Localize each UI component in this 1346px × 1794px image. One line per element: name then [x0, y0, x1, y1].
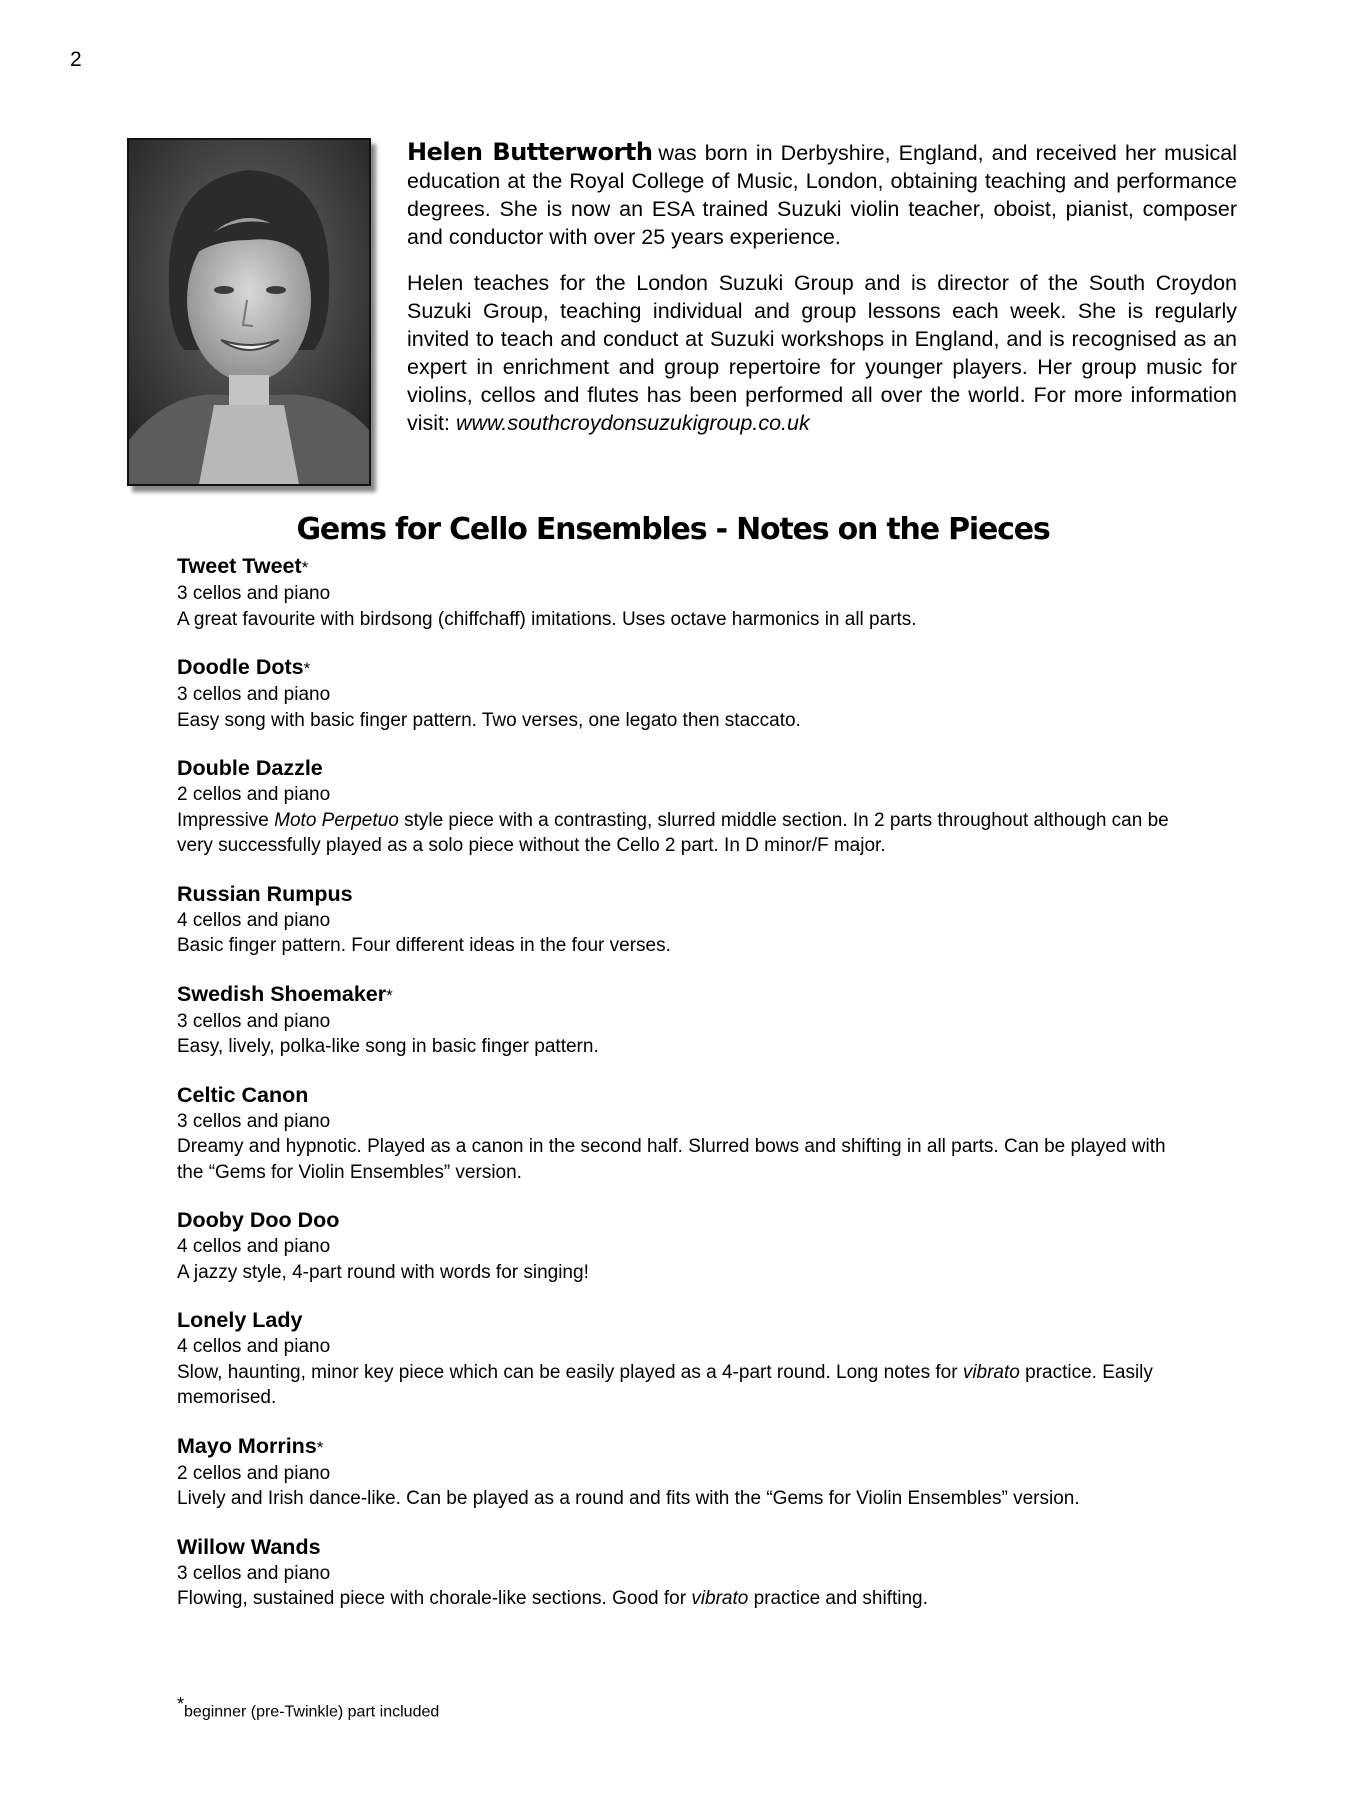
piece-description: Lively and Irish dance-like. Can be played as a round and fits with the “Gems for Violin Ensembles” version.: [177, 1488, 1080, 1509]
piece-entry: [177, 1433, 1197, 1512]
piece-title: [177, 1207, 1197, 1234]
author-photo: [127, 138, 371, 486]
piece-scoring: 3 cellos and piano: [177, 1010, 331, 1032]
footnote: [177, 1694, 439, 1721]
author-bio: [407, 138, 1237, 455]
piece-description: Basic finger pattern. Four different ideas in the four verses.: [177, 935, 671, 956]
piece-title: [177, 654, 1197, 682]
bio-text-1: was born in Derbyshire, England, and received her musical education at the Royal College of Music, London, obtaining teaching and performance degrees. She is now an ESA trained Suzuki violin teacher, oboist, pianist, composer and conductor with over 25 years experience.: [407, 141, 1237, 249]
piece-title: [177, 1534, 1197, 1561]
piece-entry: [177, 1534, 1197, 1612]
piece-entry: [177, 1207, 1197, 1285]
piece-description: [177, 1360, 1197, 1411]
piece-scoring: 2 cellos and piano: [177, 784, 331, 805]
piece-title-text: Mayo Morrins: [177, 1433, 317, 1458]
beginner-part-star: *: [303, 659, 311, 678]
piece-scoring: 3 cellos and piano: [177, 583, 331, 604]
piece-entry: [177, 1082, 1197, 1186]
piece-description-text: Flowing, sustained piece with chorale-like sections. Good for: [177, 1588, 687, 1609]
piece-description-text: Slow, haunting, minor key piece which can be easily played as a 4-part round. Long notes for: [177, 1361, 958, 1383]
piece-scoring: 4 cellos and piano: [177, 1236, 331, 1257]
footnote-star: *: [177, 1694, 185, 1714]
piece-description-italic: Moto Perpetuo: [274, 809, 399, 831]
piece-description: Dreamy and hypnotic. Played as a canon in the second half. Slurred bows and shifting in all parts. Can be played with the “Gems for Violin Ensembles” version.: [177, 1136, 1166, 1183]
piece-description: Easy song with basic finger pattern. Two verses, one legato then staccato.: [177, 709, 801, 731]
piece-description-italic: vibrato: [691, 1588, 749, 1609]
pieces-list: [177, 553, 1197, 1634]
piece-title-text: Double Dazzle: [177, 756, 323, 780]
piece-description-text: practice. Easily memorised.: [177, 1361, 1153, 1408]
piece-scoring: 2 cellos and piano: [177, 1462, 331, 1484]
piece-title-text: Tweet Tweet: [177, 554, 302, 578]
piece-scoring: 3 cellos and piano: [177, 1110, 331, 1132]
piece-description: A great favourite with birdsong (chiffchaff) imitations. Uses octave harmonics in all parts.: [177, 608, 917, 630]
piece-title: [177, 981, 1197, 1009]
piece-entry: [177, 755, 1197, 859]
piece-scoring: 4 cellos and piano: [177, 909, 331, 931]
piece-title-text: Doodle Dots: [177, 655, 304, 679]
piece-entry: [177, 553, 1197, 632]
piece-description-text: style piece with a contrasting, slurred middle section. In 2 parts throughout although can be very successfully played as a solo piece without the Cello 2 part. In D minor/F major.: [177, 809, 1169, 856]
piece-scoring: 3 cellos and piano: [177, 684, 331, 705]
piece-entry: [177, 981, 1197, 1060]
piece-entry: [177, 1307, 1197, 1411]
piece-description-text: Impressive: [177, 809, 269, 831]
website-link[interactable]: www.southcroydonsuzukigroup.co.uk: [455, 411, 810, 435]
piece-description: A jazzy style, 4-part round with words for singing!: [177, 1261, 589, 1283]
bio-text-2: Helen teaches for the London Suzuki Group and is director of the South Croydon Suzuki Group, teaching individual and group lessons each week. She is regularly invited to teach and conduct at Suzuki workshops in England, and is recognised as an expert in enrichment and group repertoire for younger players. Her group music for violins, cellos and flutes has been performed all over the world. For more information visit:: [407, 271, 1237, 435]
bio-paragraph-1: [407, 138, 1237, 251]
section-title: Gems for Cello Ensembles - Notes on the Pieces: [296, 512, 1050, 547]
piece-title: [177, 1307, 1197, 1334]
bio-paragraph-2: [407, 269, 1237, 437]
piece-description: [177, 1586, 1197, 1612]
piece-title-text: Willow Wands: [177, 1534, 321, 1559]
beginner-part-star: *: [316, 1437, 324, 1457]
piece-title-text: Celtic Canon: [177, 1082, 309, 1107]
page-number: 2: [70, 48, 82, 71]
piece-scoring: 3 cellos and piano: [177, 1562, 331, 1584]
piece-title: [177, 755, 1197, 782]
piece-title-text: Russian Rumpus: [177, 881, 353, 906]
piece-description: Easy, lively, polka-like song in basic finger pattern.: [177, 1036, 599, 1057]
piece-description-italic: vibrato: [962, 1361, 1020, 1383]
piece-scoring: 4 cellos and piano: [177, 1336, 331, 1357]
footnote-text: beginner (pre-Twinkle) part included: [184, 1703, 440, 1721]
piece-title: [177, 1082, 1197, 1109]
piece-title-text: Swedish Shoemaker: [177, 981, 387, 1006]
piece-title: [177, 881, 1197, 908]
piece-title-text: Lonely Lady: [177, 1308, 303, 1332]
author-name: Helen Butterworth: [407, 138, 653, 166]
beginner-part-star: *: [301, 558, 309, 577]
piece-title-text: Dooby Doo Doo: [177, 1208, 340, 1232]
piece-title: [177, 553, 1197, 581]
piece-entry: [177, 654, 1197, 733]
piece-description: [177, 808, 1197, 859]
piece-entry: [177, 881, 1197, 959]
piece-title: [177, 1433, 1197, 1461]
portrait-image: [129, 140, 369, 484]
beginner-part-star: *: [386, 985, 393, 1005]
piece-description-text: practice and shifting.: [753, 1588, 928, 1609]
